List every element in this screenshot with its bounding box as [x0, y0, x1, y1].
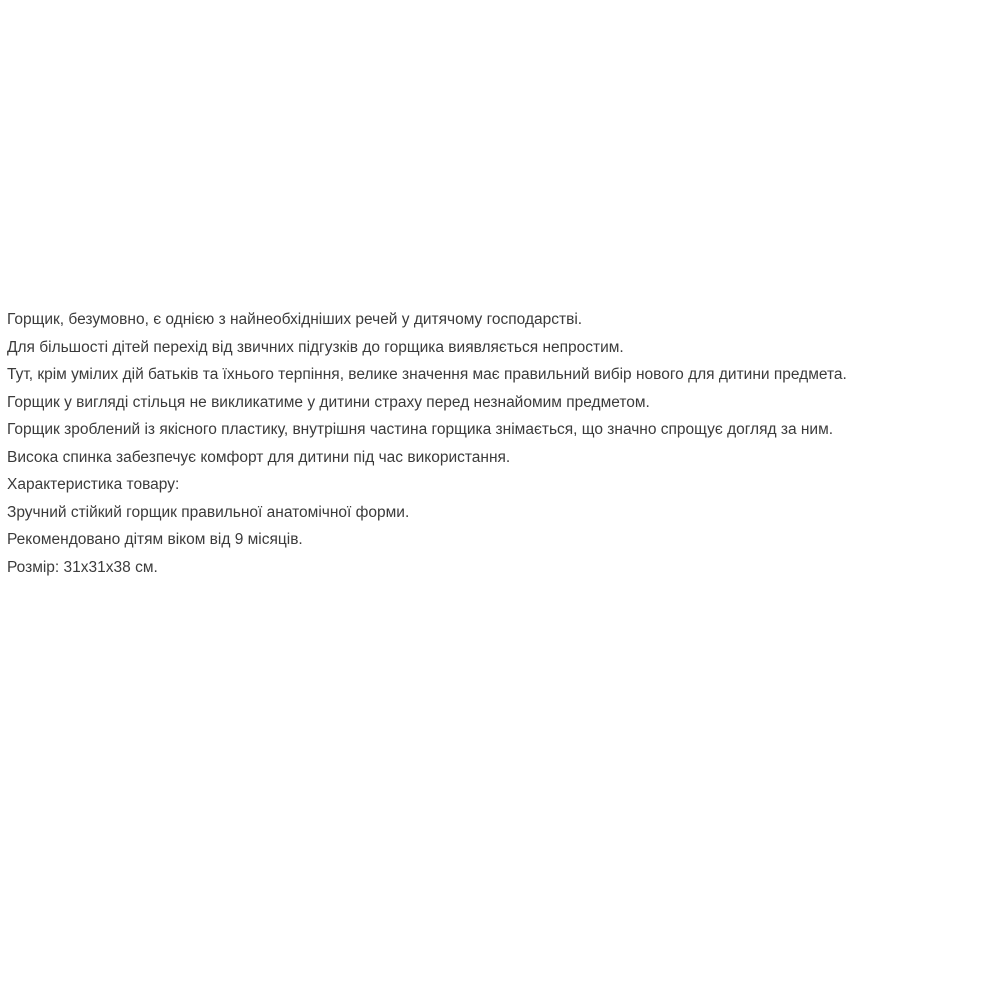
description-line: Горщик, безумовно, є однією з найнеобхідніших речей у дитячому господарстві.: [7, 311, 583, 328]
description-line: Горщик у вигляді стільця не викликатиме у дитини страху перед незнайомим предметом.: [7, 393, 650, 411]
description-line: Висока спинка забезпечує комфорт для дитини під час використання.: [7, 448, 511, 466]
characteristic-item: Зручний стійкий горщик правильної анатомічної форми.: [7, 503, 410, 521]
description-line: Горщик зроблений із якісного пластику, внутрішня частина горщика знімається, що значно спрощує догляд за ним.: [7, 421, 834, 438]
characteristic-item: Розмір: 31x31x38 см.: [7, 558, 158, 576]
characteristics-heading: Характеристика товару:: [7, 476, 180, 493]
description-line: Для більшості дітей перехід від звичних підгузків до горщика виявляється непростим.: [7, 338, 624, 356]
characteristic-item: Рекомендовано дітям віком від 9 місяців.: [7, 531, 303, 548]
description-line: Тут, крім умілих дій батьків та їхнього терпіння, велике значення має правильний вибір нового для дитини предмета.: [7, 366, 847, 383]
product-description: [7, 306, 997, 581]
